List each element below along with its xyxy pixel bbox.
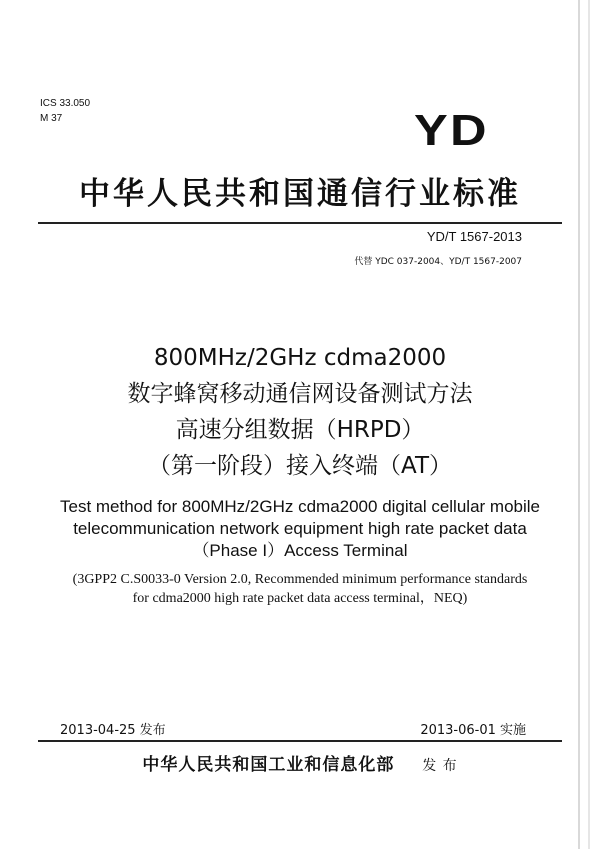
title-en-line: （Phase I）Access Terminal xyxy=(192,541,408,560)
publisher-line xyxy=(0,750,600,775)
classification-codes xyxy=(40,96,90,126)
ics-code: ICS 33.050 xyxy=(40,98,91,109)
issue-date: 2013-04-25 发布 xyxy=(60,723,166,738)
implementation-date: 2013-06-01 实施 xyxy=(420,723,526,738)
title-cn-line: 800MHz/2GHz cdma2000 xyxy=(153,345,447,371)
equivalence-line: for cdma2000 high rate packet data access terminal，NEQ) xyxy=(132,591,468,606)
title-en-line: telecommunication network equipment high rate packet data xyxy=(73,519,527,538)
standard-category-title: 中华人民共和国通信行业标准 xyxy=(79,176,521,212)
publisher-name: 中华人民共和国工业和信息化部 xyxy=(142,755,395,775)
title-en-line: Test method for 800MHz/2GHz cdma2000 digital cellular mobile xyxy=(59,497,540,516)
title-cn-line: 高速分组数据（HRPD） xyxy=(175,417,425,443)
ccs-code: M 37 xyxy=(40,113,63,124)
standard-number: YD/T 1567-2013 xyxy=(426,229,522,244)
title-cn-line: 数字蜂窝移动通信网设备测试方法 xyxy=(127,381,473,407)
footer-divider xyxy=(38,740,562,742)
title-cn-line: （第一阶段）接入终端（AT） xyxy=(148,453,452,479)
title-en xyxy=(0,496,600,562)
yd-logo: YD xyxy=(414,106,489,155)
publish-label: 发 布 xyxy=(422,758,458,774)
replaces-note: 代替 YDC 037-2004、YD/T 1567-2007 xyxy=(354,257,522,267)
header-divider xyxy=(38,222,562,224)
equivalence-note xyxy=(0,570,600,608)
equivalence-line: (3GPP2 C.S0033-0 Version 2.0, Recommended minimum performance standards xyxy=(72,572,528,587)
